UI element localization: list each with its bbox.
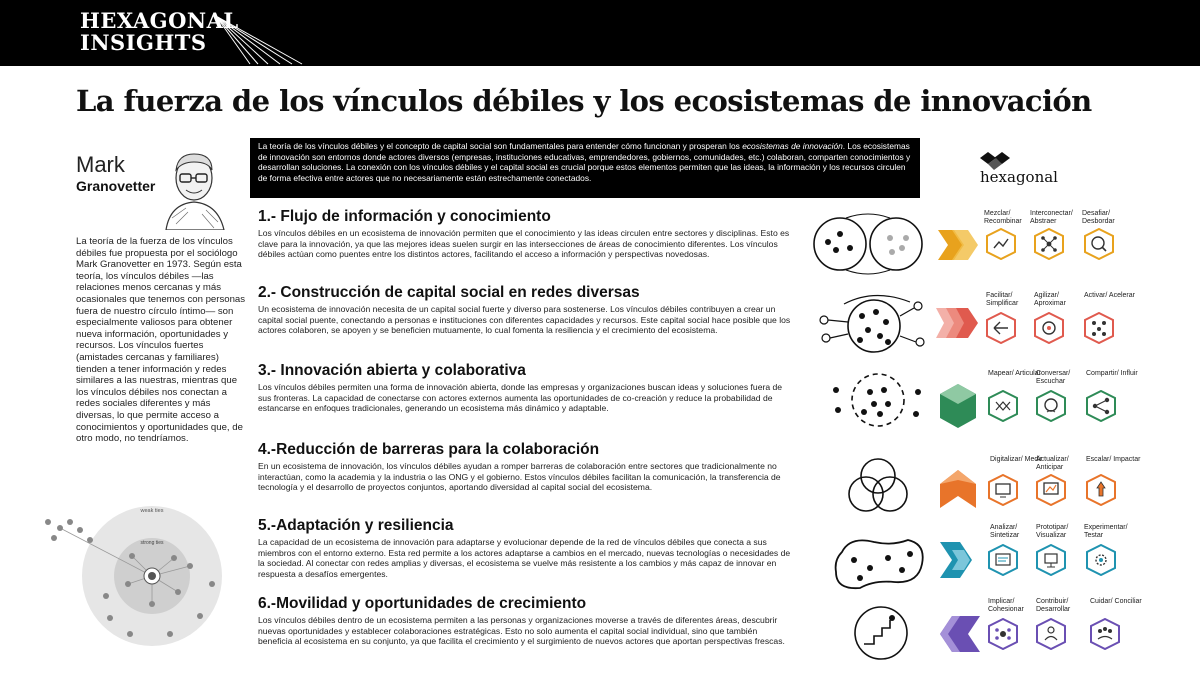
author-last-name: Granovetter <box>76 178 156 194</box>
prototype-icon[interactable] <box>1036 544 1066 576</box>
section-5 <box>258 517 793 580</box>
converse-icon[interactable] <box>1036 390 1066 422</box>
strong-ties-label: strong ties <box>140 540 164 546</box>
mix-recombine-icon[interactable] <box>986 228 1016 260</box>
action-label: Agilizar/ Aproximar <box>1034 292 1066 307</box>
diagram-overlapping-circles <box>842 456 914 518</box>
analyze-icon[interactable] <box>988 544 1018 576</box>
action-label: Actualizar/ Anticipar <box>1036 456 1069 471</box>
contribute-icon[interactable] <box>1036 618 1066 650</box>
section-title: 4.-Reducción de barreras para la colaboración <box>258 441 600 458</box>
section-title: 5.-Adaptación y resiliencia <box>258 517 454 534</box>
action-label: Compartir/ Influir <box>1086 370 1138 377</box>
action-label: Mezclar/ Recombinar <box>984 210 1022 225</box>
action-label: Contribuir/ Desarrollar <box>1036 598 1071 613</box>
diagram-open-network <box>826 370 926 430</box>
weak-ties-label: weak ties <box>140 508 164 514</box>
section-body: En un ecosistema de innovación, los vínculos débiles ayudan a romper barreras de colaboración entre sectores que tradicionalmente no interactúan, como la academia y la industria o las ONG y el gobierno. Estos vínculos débiles facilitan la comunicación, la transferencia de tecnología y el desarrollo de proyectos conjuntos, aportando diversidad al capital social del ecosistema. <box>258 461 781 493</box>
section-title: 3.- Innovación abierta y colaborativa <box>258 362 526 379</box>
digitize-icon[interactable] <box>988 474 1018 506</box>
section-3 <box>258 362 793 414</box>
action-label: Escalar/ Impactar <box>1086 456 1141 463</box>
experiment-icon[interactable] <box>1086 544 1116 576</box>
section-1 <box>258 208 793 260</box>
activate-icon[interactable] <box>1084 312 1114 344</box>
scale-icon[interactable] <box>1086 474 1116 506</box>
challenge-icon[interactable] <box>1084 228 1114 260</box>
action-label: Analizar/ Sintetizar <box>990 524 1020 539</box>
row5-chevron-icon <box>936 540 982 580</box>
agilize-icon[interactable] <box>1034 312 1064 344</box>
section-title: 6.-Movilidad y oportunidades de crecimiento <box>258 595 587 612</box>
row4-arrow-up-icon <box>938 468 978 510</box>
share-icon[interactable] <box>1086 390 1116 422</box>
intro-box <box>250 138 920 198</box>
action-label: Facilitar/ Simplificar <box>986 292 1019 307</box>
weak-strong-ties-diagram <box>40 500 240 660</box>
action-label: Digitalizar/ Medir <box>990 456 1043 463</box>
action-label: Desafiar/ Desbordar <box>1082 210 1115 225</box>
section-body: La capacidad de un ecosistema de innovación para adaptarse y evolucionar depende de la red de vínculos débiles que conecta a sus miembros con el entorno externo. Esta red permite a los actores adaptarse a cambios en el mercado, nuevas tecnologías o necesidades de la sociedad. Al conectar con redes amplias y diversas, el ecosistema se vuelve más resistente a los cambios y más capaz de innovar en respuesta a desafíos emergentes. <box>258 537 791 580</box>
row3-hexagon-icon <box>938 382 978 430</box>
section-body: Un ecosistema de innovación necesita de un capital social fuerte y diverso para sostenerse. Los vínculos débiles contribuyen a crear un capital social puente, conectando a personas e instituciones con diferentes capacidades y recursos. Este capital social hace posible que los actores colaboren, se apoyen y se beneficien mutuamente, lo cual fomenta la resiliencia y el crecimiento del ecosistema. <box>258 304 791 336</box>
care-icon[interactable] <box>1090 618 1120 650</box>
section-2 <box>258 284 793 336</box>
update-icon[interactable] <box>1036 474 1066 506</box>
section-title: 1.- Flujo de información y conocimiento <box>258 208 551 225</box>
author-first-name: Mark <box>76 152 125 177</box>
action-label: Mapear/ Articular <box>988 370 1041 377</box>
involve-icon[interactable] <box>988 618 1018 650</box>
section-body: Los vínculos débiles dentro de un ecosistema permiten a las personas y organizaciones moverse a través de diferentes áreas, descubrir nuevas oportunidades y establecer colaboraciones estratégicas. Esto no solo aumenta el capital social individual, sino que también beneficia al ecosistema en su conjunto, ya que facilita el crecimiento y el surgimiento de nuevos actores que aportan perspectivas frescas. <box>258 615 785 647</box>
section-6 <box>258 595 793 647</box>
action-label: Conversar/ Escuchar <box>1036 370 1071 385</box>
action-label: Interconectar/ Abstraer <box>1030 210 1073 225</box>
row1-chevron-icon <box>932 228 978 262</box>
diagram-growth-steps <box>852 604 910 662</box>
section-body: Los vínculos débiles en un ecosistema de innovación permiten que el conocimiento y las ideas circulen entre sectores y disciplinas. Esto es clave para la innovación, ya que las mejores ideas suelen surgir en las intersecciones de áreas de conocimiento diferentes. Los vínculos débiles actúan como puentes entre los distintos actores, facilitando el acceso a información y perspectivas novedosas. <box>258 228 790 260</box>
facilitate-icon[interactable] <box>986 312 1016 344</box>
intro-text-1: La teoría de los vínculos débiles y el concepto de capital social son fundamentales para entender cómo funcionan y prosperan los <box>258 141 743 151</box>
page-title: La fuerza de los vínculos débiles y los ecosistemas de innovación <box>76 84 1092 118</box>
diagram-adaptive-blob <box>830 532 928 594</box>
action-label: Implicar/ Cohesionar <box>988 598 1024 613</box>
map-icon[interactable] <box>988 390 1018 422</box>
action-label: Experimentar/ Testar <box>1084 524 1128 539</box>
action-label: Activar/ Acelerar <box>1084 292 1135 299</box>
hexagonal-logo-text: hexagonal <box>980 168 1058 186</box>
action-label: Cuidar/ Conciliar <box>1090 598 1142 605</box>
section-title: 2.- Construcción de capital social en redes diversas <box>258 284 640 301</box>
row6-chevron-icon <box>936 614 984 654</box>
row2-chevron-icon <box>934 306 980 340</box>
bio-text: La teoría de la fuerza de los vínculos débiles fue propuesta por el sociólogo Mark Granovetter en 1973. Según esta teoría, los vínculos débiles —las relaciones menos cercanas y más ocasionales que tenemos con personas fuera de nuestro círculo íntimo— son especialmente valiosos para obtener nueva información, oportunidades y recursos. Los vínculos fuertes (amistades cercanas y familiares) tienden a tener información y redes similares a las nuestras, mientras que los vínculos débiles nos conectan a redes sociales diferentes y más diversas, lo que permite acceso a conocimientos y oportunidades que, de otro modo, no tendríamos. <box>76 236 246 445</box>
action-label: Prototipar/ Visualizar <box>1036 524 1069 539</box>
intro-emphasis: ecosistemas de innovación <box>742 141 843 151</box>
brand-line-1: HEXAGONAL <box>80 8 239 33</box>
hexagonal-logo-icon <box>978 150 1014 170</box>
author-portrait <box>158 148 230 230</box>
section-4 <box>258 441 793 493</box>
diagram-connected-cluster <box>814 292 930 358</box>
section-body: Los vínculos débiles permiten una forma de innovación abierta, donde las empresas y organizaciones buscan ideas y soluciones fuera de sus fronteras. La capacidad de conectarse con actores externos aumenta las oportunidades de co-creación y reduce la probabilidad de estancarse en enfoques tradicionales, generando un ecosistema más dinámico y adaptable. <box>258 382 783 414</box>
interconnect-icon[interactable] <box>1034 228 1064 260</box>
intro-text-2: . Los ecosistemas de innovación son entornos donde actores diversos (empresas, instituciones educativas, emprendedores, gobiernos, comunidades, etc.) colaboran, comparten conocimientos y desarrollan soluciones. La conexión con los vínculos débiles y el capital social es crucial porque estos elementos permiten que las ideas, la información y los recursos circulen de forma efectiva entre actores que no necesariamente están estrechamente conectados. <box>258 141 911 183</box>
diagram-two-communities <box>806 212 930 276</box>
brand-line-2: INSIGHTS <box>80 30 207 55</box>
brand-rays-icon <box>214 14 304 66</box>
